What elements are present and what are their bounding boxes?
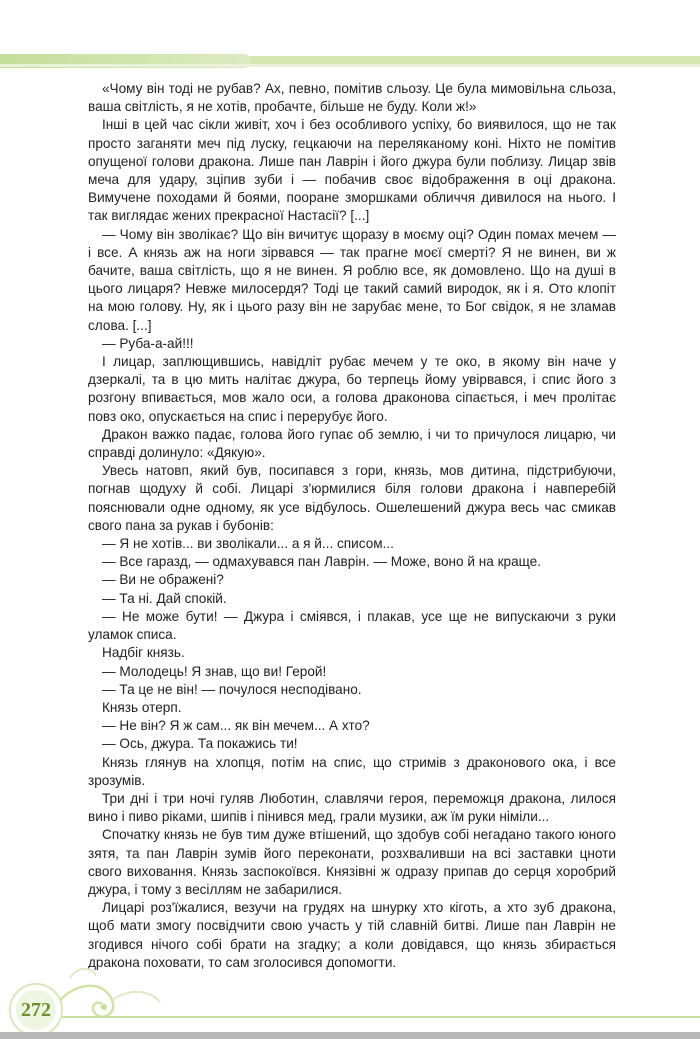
paragraph: «Чому він тоді не рубав? Ах, певно, помітив сльозу. Це була мимовільна сльоза, ваша світлість, я не хотів, пробачте, більше не буду. Коли ж!» xyxy=(88,81,616,115)
paragraph: Дракон важко падає, голова його гупає об землю, і чи то причулося лицарю, чи справді долинуло: «Дякую». xyxy=(88,426,616,461)
paragraph: — Все гаразд, — одмахувався пан Лаврін. — Може, воно й на краще. xyxy=(102,554,542,570)
paragraph: Лицарі роз'їжалися, везучи на грудях на шнурку хто кіготь, а хто зуб дракона, щоб мати змогу посвідчити свою участь у тій славній битві. Лише пан Лаврін не згодився нічого собі брати на згадку; а коли довідався, що князь збирається дракона поховати, то сам зголосився допомогти. xyxy=(88,900,616,970)
paragraph: — Я не хотів... ви зволікали... а я й... списом... xyxy=(102,536,394,552)
paragraph: — Не він? Я ж сам... як він мечем... А хто? xyxy=(102,718,370,734)
paragraph: — Чому він зволікає? Що він вичитує щоразу в моєму оці? Один помах мечем — і все. А князь аж на ноги зірвався — так прагне моєї смерті? Я не винен, ви ж бачите, ваша світлість, що я не винен. Я роблю все, як домовлено. Що на душі в цього лицаря? Невже милосердя? Тоді це такий самий виродок, як і я. Ото клопіт на мою голову. Ну, як і цього разу він не зарубає мене, то Бог свідок, я не зламав слова. [...] xyxy=(88,226,616,333)
body-text xyxy=(88,80,616,972)
paragraph: — Молодець! Я знав, що ви! Герой! xyxy=(102,663,327,679)
paragraph: Спочатку князь не був тим дуже втішений, що здобув собі негадано такого юного зятя, та пан Лаврін зумів його переконати, розхваливши на всі заставки цноти свого виховання. Князь заспокоївся. Князівні ж одразу припав до серця хоробрий джура, і тому з весіллям не забарилися. xyxy=(88,827,616,897)
paragraph: Князь глянув на хлопця, потім на спис, що стримів з драконового ока, і все зрозумів. xyxy=(88,754,616,788)
page-number: 272 xyxy=(21,999,51,1021)
paragraph: — Ось, джура. Та покажись ти! xyxy=(102,736,298,752)
paragraph: І лицар, заплющившись, навідліт рубає мечем у те око, в якому він наче у дзеркалі, та в цю мить налітає джура, бо терпець йому увірвався, і спис його з розгону впивається, мов жало оси, а голова драконова сіпається, і меч пролітає повз око, опускається на спис і перерубує його. xyxy=(88,354,616,424)
paragraph: — Не може бути! — Джура і сміявся, і плакав, усе ще не випускаючи з руки уламок списа. xyxy=(88,608,616,643)
paragraph: — Ви не ображені? xyxy=(102,572,224,588)
paragraph: Надбіг князь. xyxy=(102,645,185,661)
paragraph: — Руба-а-ай!!! xyxy=(102,335,194,351)
page-edge xyxy=(0,1032,700,1039)
paragraph: — Та ні. Дай спокій. xyxy=(102,590,227,606)
paragraph: — Та це не він! — почулося несподівано. xyxy=(102,681,362,697)
paragraph: Три дні і три ночі гуляв Люботин, славлячи героя, переможця дракона, лилося вино і пиво ріками, шипів і пінився мед, грали музики, аж їм руки німіли... xyxy=(88,790,616,825)
paragraph: Увесь натовп, який був, посипався з гори, князь, мов дитина, підстрибуючи, погнав щодуху й собі. Лицарі з'юрмилися біля голови дракона і навперебій пояснювали одне одному, як усе відбулось. Ошелешений джура весь час смикав свого пана за рукав і бубонів: xyxy=(88,463,616,533)
paragraph: Інші в цей час сікли живіт, хоч і без особливого успіху, бо виявилося, що не так просто заганяти меч під луску, гецкаючи на переляканому коні. Ніхто не помітив опущеної голови дракона. Лише пан Лаврін і його джура були поблизу. Лицар звів меча для удару, зціпив зуби і — побачив своє відображення в оці дракона. Вимучене походами й боями, пооране зморшками обличчя дивилося на нього. І так виглядає жених прекрасної Настасії? [...] xyxy=(88,117,616,224)
paragraph: Князь отерп. xyxy=(102,699,182,715)
footer-rule xyxy=(62,1016,700,1018)
header-band-thin xyxy=(0,64,700,67)
